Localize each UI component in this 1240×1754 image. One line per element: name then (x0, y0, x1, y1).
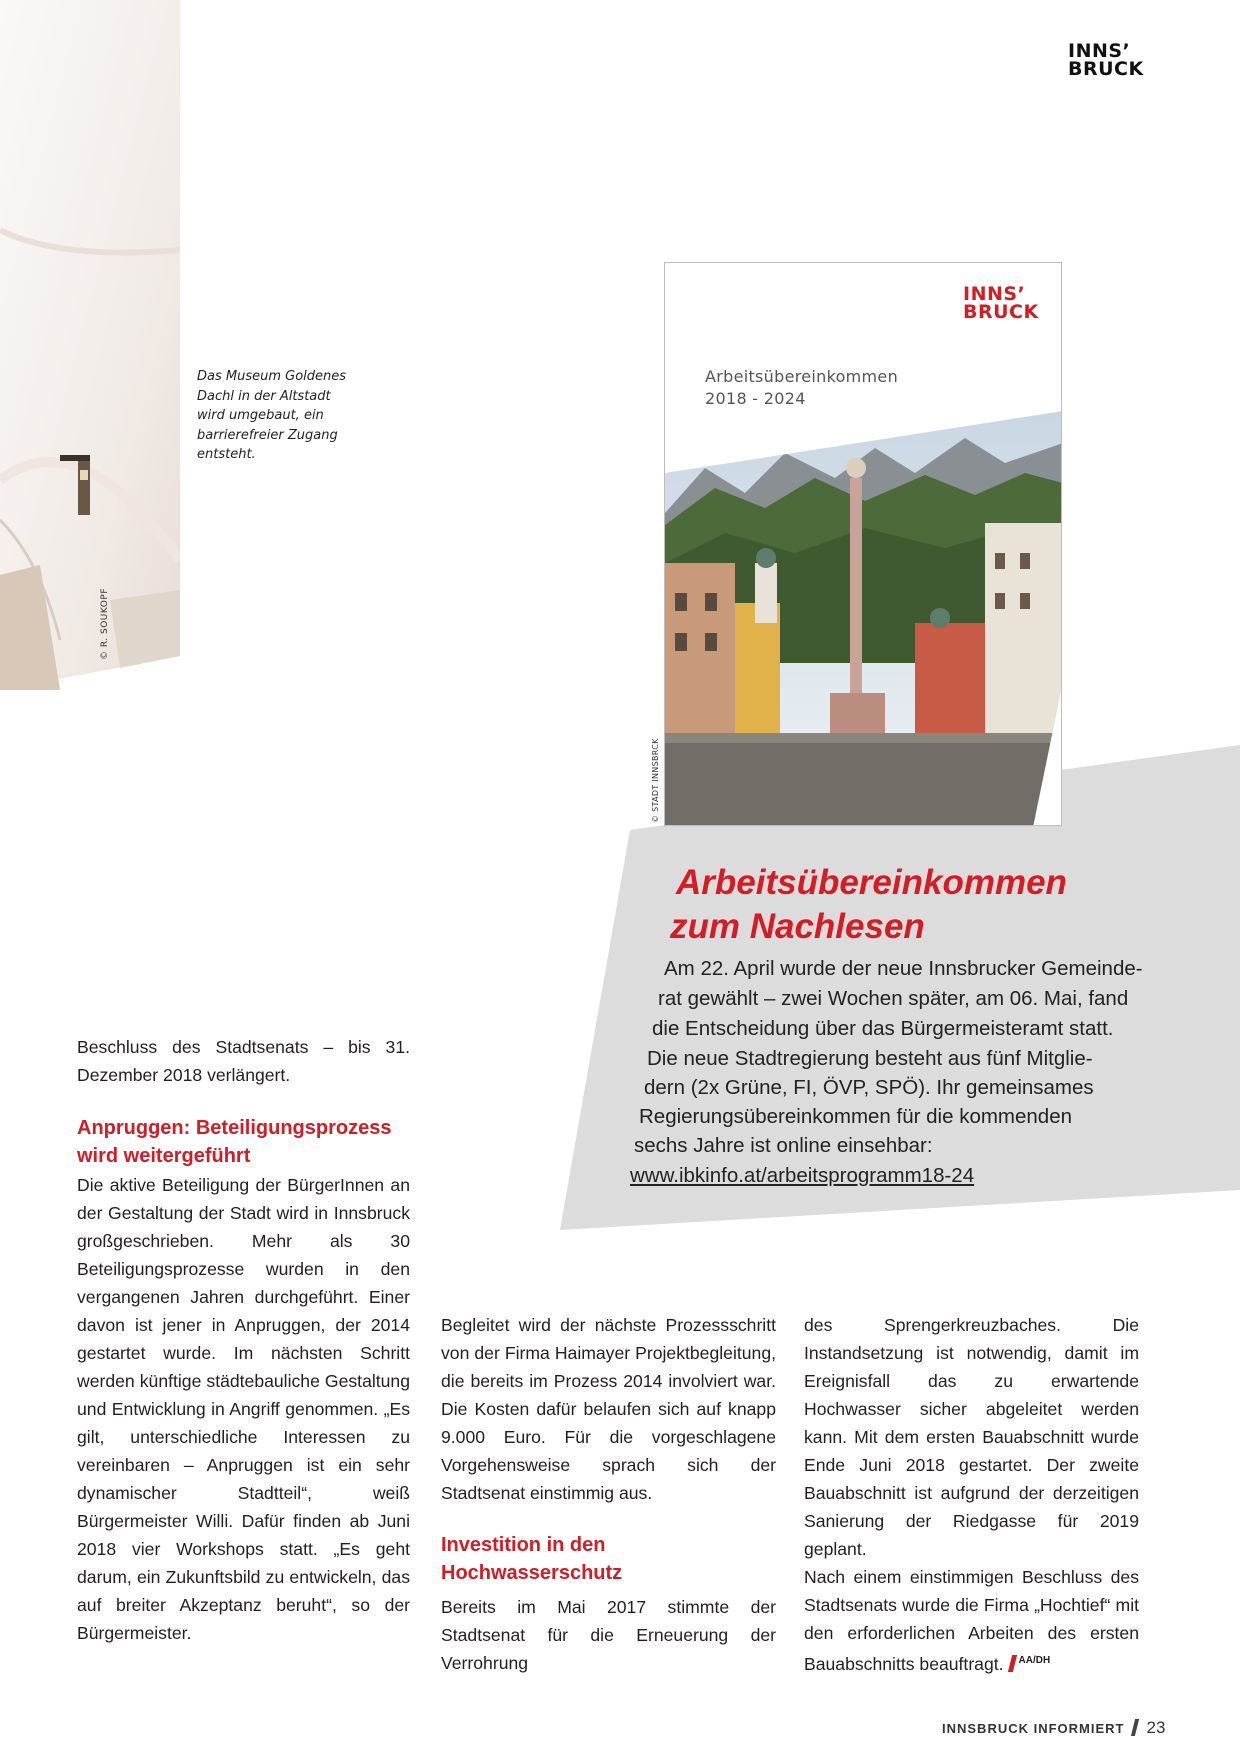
panel-text-line: Die neue Stadtregierung besteht aus fünf Mitglie- (647, 1047, 1093, 1070)
col1-heading-line-2: wird weitergeführt (77, 1145, 251, 1167)
col2-body-text-2 (441, 1593, 776, 1677)
col3-body-text (804, 1311, 1139, 1678)
brochure-title (705, 366, 898, 410)
col2-body-text (441, 1311, 776, 1507)
col3-paragraph-1: des Sprengerkreuzbaches. Die Instandsetzung ist notwendig, damit im Ereignisfall das zu erwartende Hochwasser sicher abgeleitet werden kann. Mit dem ersten Bauabschnitt wurde Ende Juni 2018 gestartet. Der zweite Bauabschnitt ist aufgrund der derzeitigen Sanierung der Riedgasse für 2019 geplant. (804, 1315, 1139, 1559)
col1-intro-text: Beschluss des Stadtsenats – bis 31. Dezember 2018 verlängert. (77, 1037, 410, 1085)
footer-divider-icon (1130, 1719, 1138, 1736)
brochure-logo-line-1: INNS’ (963, 283, 1026, 305)
col2-heading-line-2: Hochwasserschutz (441, 1562, 623, 1584)
brochure-photo-annasaeule (665, 263, 1062, 826)
publication-name: INNSBRUCK INFORMIERT (942, 1721, 1125, 1736)
article-end-mark-icon (1007, 1655, 1016, 1672)
panel-text-line: Regierungsübereinkommen für die kommenden (639, 1105, 1073, 1128)
innsbruck-logo (1068, 40, 1144, 81)
panel-headline-line-2: zum Nachlesen (670, 907, 925, 946)
panel-text-line: rat gewählt – zwei Wochen später, am 06. Mai, fand (658, 987, 1129, 1010)
logo-line-1: INNS’ (1068, 40, 1131, 62)
col1-heading (77, 1114, 417, 1170)
col2-paragraph: Begleitet wird der nächste Prozessschritt von der Firma Haimayer Projektbegleitung, die bereits im Prozess 2014 involviert war. Die Kosten dafür belaufen sich auf knapp 9.000 Euro. Für die vorgeschlagene Vorgehensweise sprach sich der Stadtsenat einstimmig aus. (441, 1315, 776, 1503)
photo-credit-left: © R. SOUKOPF (100, 588, 110, 660)
col1-body-text (77, 1171, 410, 1647)
photo-caption: Das Museum Goldenes Dachl in der Altstadt wird umgebaut, ein barrierefreier Zugang entsteht. (197, 369, 347, 462)
brochure-cover[interactable] (664, 262, 1062, 826)
col1-paragraph: Die aktive Beteiligung der BürgerInnen an der Gestaltung der Stadt wird in Innsbruck großgeschrieben. Mehr als 30 Beteiligungsprozesse wurden in den vergangenen Jahren durchgeführt. Einer davon ist jener in Anpruggen, der 2014 gestartet wurde. Im nächsten Schritt werden künftige städtebauliche Gestaltung und Entwicklung in Angriff genommen. „Es gilt, unterschiedliche Interessen zu vereinbaren – Anpruggen ist ein sehr dynamischer Stadtteil“, weiß Bürgermeister Willi. Dafür finden ab Juni 2018 vier Workshops statt. „Es geht darum, ein Zukunftsbild zu entwickeln, das auf breiter Akzeptanz beruht“, so der Bürgermeister. (77, 1175, 410, 1643)
panel-text-line: die Entscheidung über das Bürgermeisteramt statt. (652, 1017, 1114, 1040)
logo-line-2: BRUCK (1068, 58, 1144, 81)
col2-heading (441, 1531, 776, 1587)
museum-ceiling-photo (0, 0, 180, 690)
brochure-title-line-2: 2018 - 2024 (705, 389, 806, 408)
col1-heading-line-1: Anpruggen: Beteiligungsprozess (77, 1117, 392, 1139)
brochure-logo (963, 283, 1039, 324)
panel-text-line: Am 22. April wurde der neue Innsbrucker Gemeinde- (664, 957, 1143, 980)
panel-link[interactable]: www.ibkinfo.at/arbeitsprogramm18-24 (630, 1164, 975, 1187)
col2-heading-line-1: Investition in den (441, 1534, 606, 1556)
page-number: 23 (1146, 1718, 1166, 1737)
panel-headline-line-1: Arbeitsübereinkommen (676, 863, 1067, 902)
col3-paragraph-2-text: Nach einem einstimmigen Beschluss des Stadtsenats wurde die Firma „Hochtief“ mit den erforderlichen Arbeiten des ersten Bauabschnitts beauftragt. (804, 1567, 1139, 1674)
col3-paragraph-2 (804, 1563, 1139, 1678)
col2-paragraph-2: Bereits im Mai 2017 stimmte der Stadtsenat für die Erneuerung der Verrohrung (441, 1597, 776, 1673)
brochure-title-line-1: Arbeitsübereinkommen (705, 367, 899, 386)
brochure-photo-credit: © STADT INNSBRCK (651, 738, 660, 823)
page-footer (942, 1718, 1165, 1738)
panel-text-line: dern (2x Grüne, FI, ÖVP, SPÖ). Ihr gemeinsames (644, 1076, 1094, 1099)
brochure-logo-line-2: BRUCK (963, 301, 1039, 324)
author-signature: AA/DH (1018, 1655, 1051, 1666)
panel-text-line: sechs Jahre ist online einsehbar: (634, 1134, 933, 1157)
